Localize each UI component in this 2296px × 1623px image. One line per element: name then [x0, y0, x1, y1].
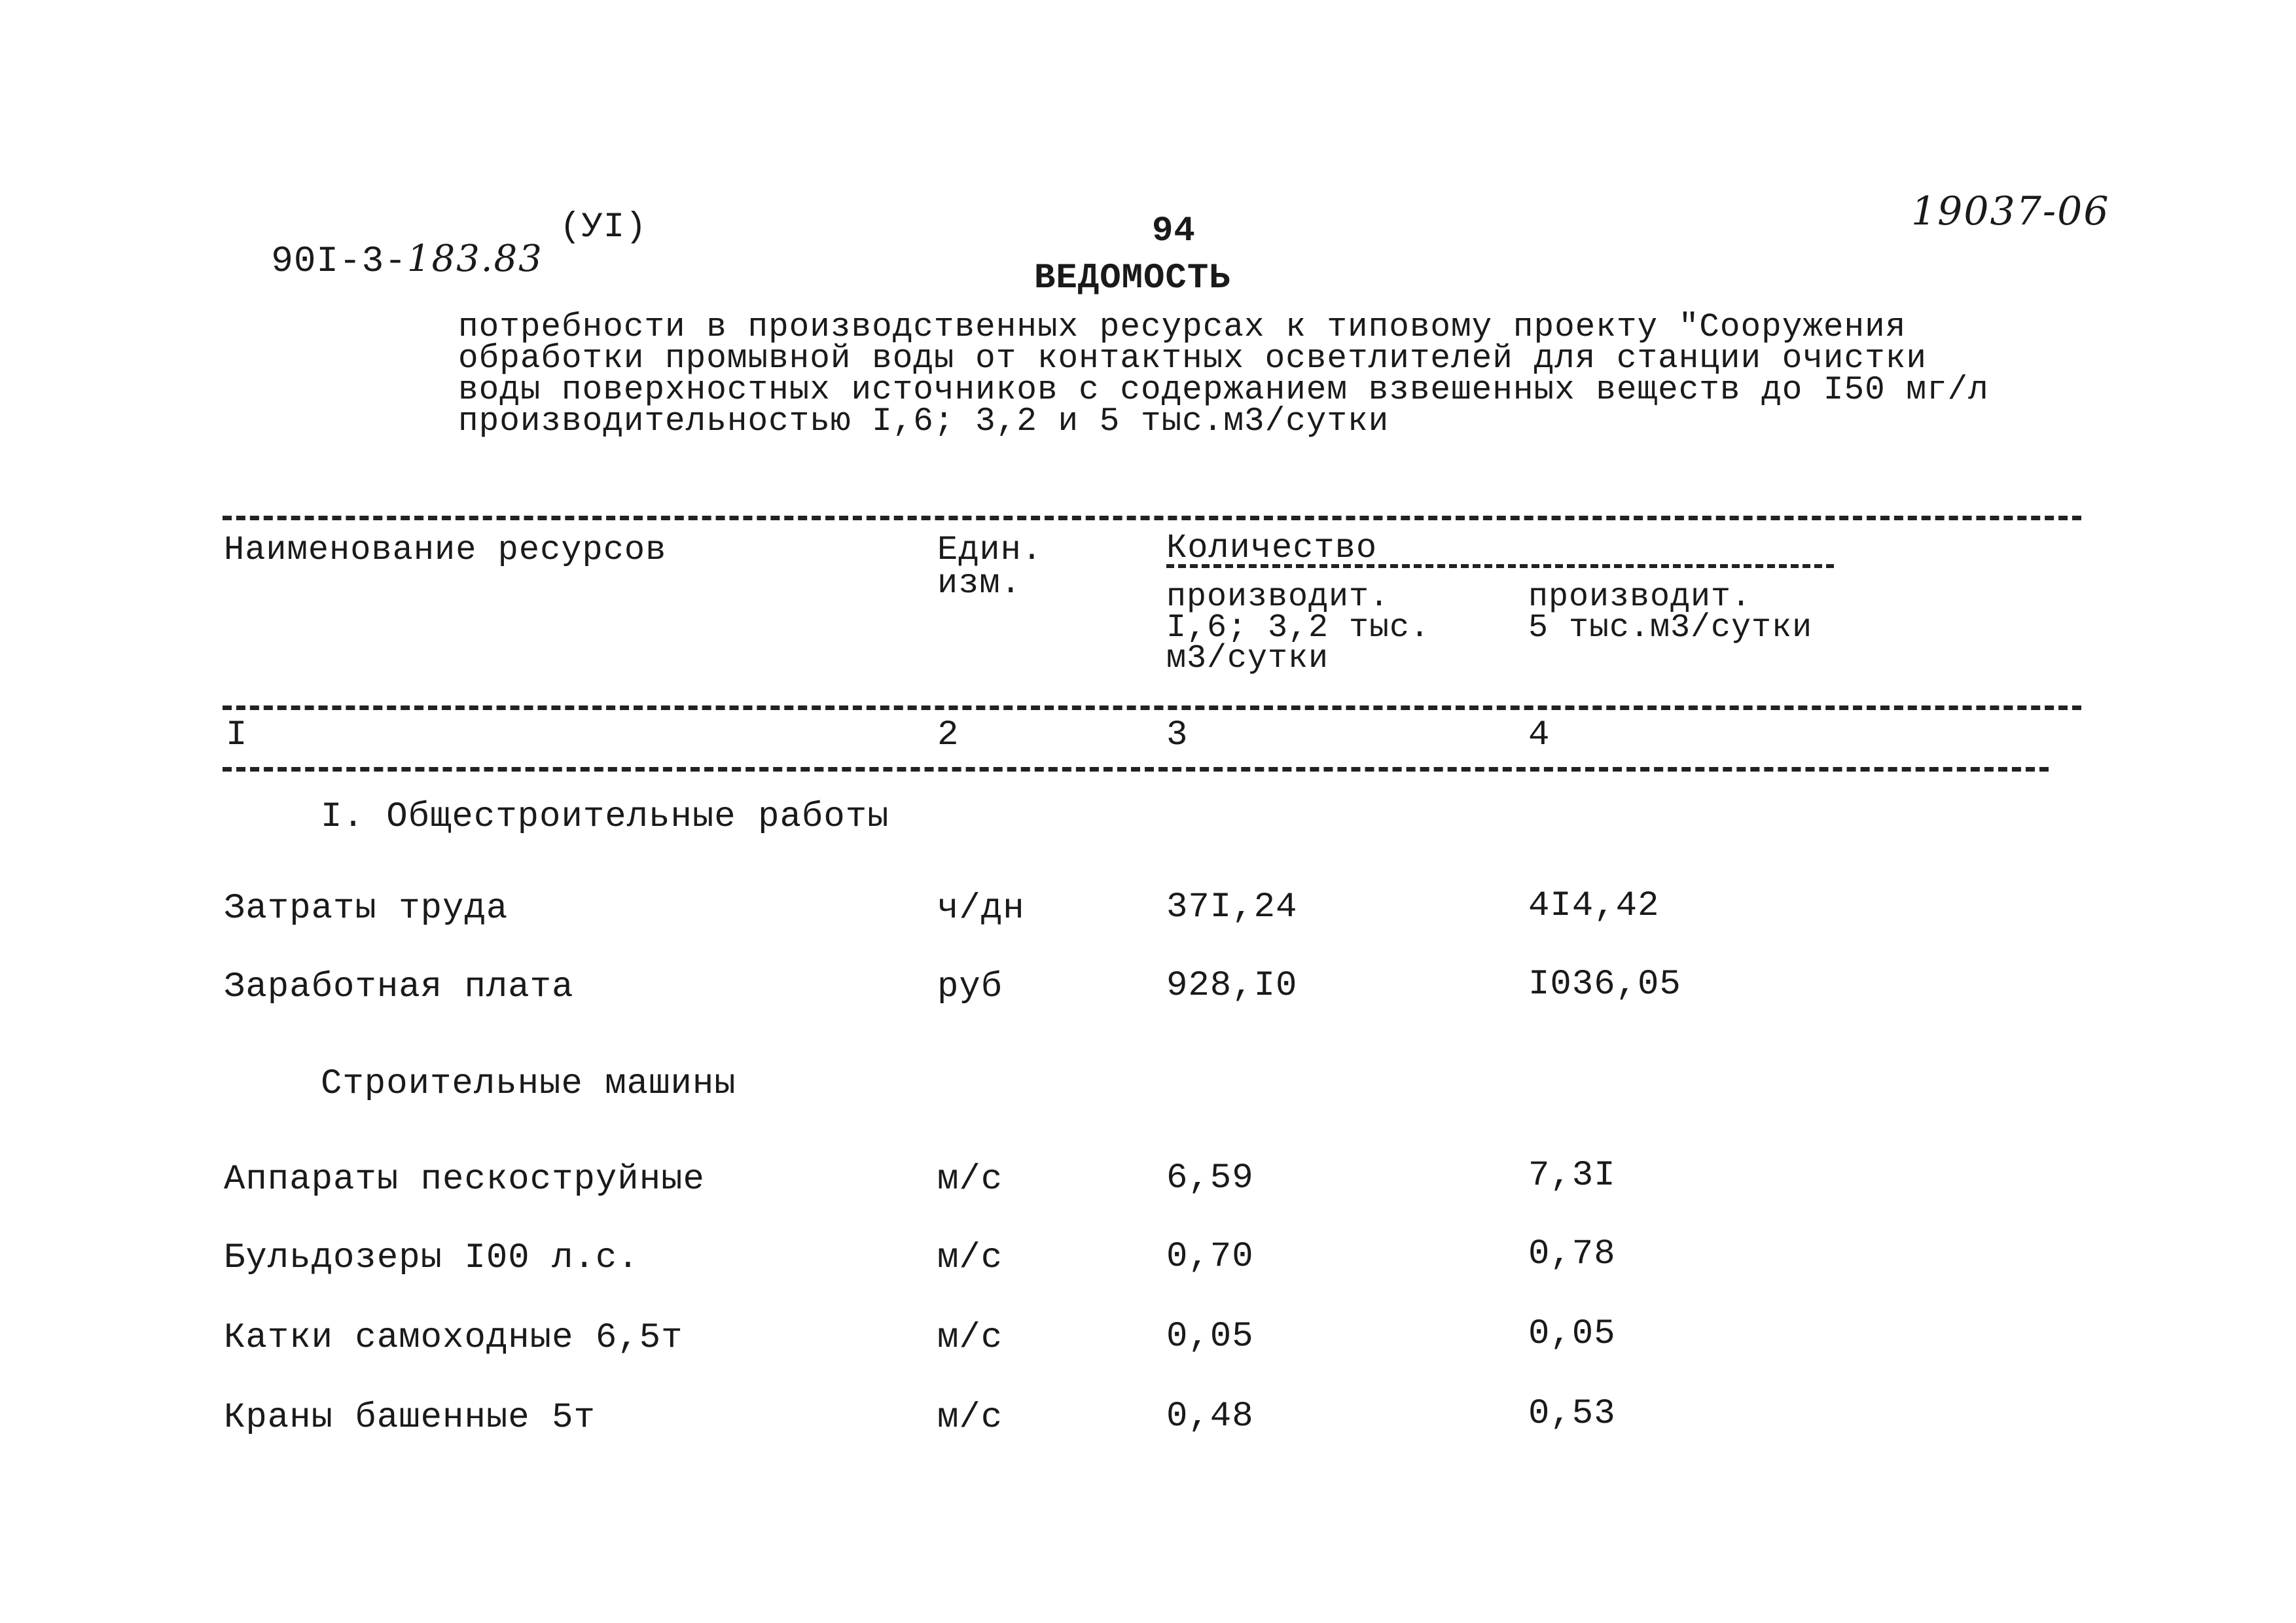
row-quantity-1: 0,05 — [1166, 1317, 1254, 1357]
table-header-bottom-rule — [223, 705, 2081, 710]
quantity-header-rule — [1166, 564, 1834, 568]
row-unit: м/с — [937, 1160, 1003, 1200]
title-line-4: производительностью I,6; 3,2 и 5 тыс.м3/сутки — [458, 403, 1390, 440]
column-header-q2-line1: производит. — [1528, 579, 1752, 616]
column-header-unit-line1: Един. — [937, 531, 1043, 569]
row-unit: м/с — [937, 1238, 1003, 1278]
row-unit: руб — [937, 967, 1003, 1007]
section-title-construction-machines: Строительные машины — [321, 1064, 736, 1104]
document-code — [226, 208, 543, 282]
page-number: 94 — [1152, 211, 1196, 251]
row-quantity-1: 37I,24 — [1166, 887, 1298, 927]
row-quantity-1: 0,70 — [1166, 1237, 1254, 1277]
row-quantity-2: 7,3I — [1528, 1156, 1616, 1196]
title-line-3: воды поверхностных источников с содержанием взвешенных веществ до I50 мг/л — [458, 372, 1989, 409]
volume-label: (УI) — [560, 207, 647, 247]
row-name: Заработная плата — [224, 967, 574, 1007]
row-name: Катки самоходные 6,5т — [224, 1318, 683, 1358]
document-code-handwritten: 183.83 — [406, 238, 543, 280]
column-number-2: 2 — [937, 715, 960, 755]
row-quantity-1: 0,48 — [1166, 1397, 1254, 1436]
title-line-2: обработки промывной воды от контактных осветлителей для станции очистки — [458, 340, 1927, 378]
row-name: Затраты труда — [224, 889, 509, 929]
row-quantity-1: 928,I0 — [1166, 966, 1298, 1006]
row-unit: м/с — [937, 1318, 1003, 1358]
table-top-rule — [223, 516, 2081, 520]
column-number-3: 3 — [1166, 715, 1189, 755]
column-number-4: 4 — [1528, 715, 1551, 755]
column-header-q2-line2: 5 тыс.м3/сутки — [1528, 609, 1813, 647]
document-code-printed: 90I-3- — [271, 240, 407, 282]
column-header-q1-line2: I,6; 3,2 тыс. — [1166, 609, 1431, 647]
row-quantity-1: 6,59 — [1166, 1158, 1254, 1198]
column-numbers-bottom-rule — [223, 767, 2049, 772]
row-quantity-2: I036,05 — [1528, 965, 1681, 1005]
column-header-q1-line1: производит. — [1166, 579, 1390, 616]
row-unit: м/с — [937, 1398, 1003, 1438]
column-header-quantity: Количество — [1166, 529, 1378, 567]
section-title-general-construction: I. Общестроительные работы — [321, 797, 889, 837]
document-heading: ВЕДОМОСТЬ — [1034, 259, 1231, 298]
title-line-1: потребности в производственных ресурсах к типовому проекту "Сооружения — [458, 309, 1907, 346]
column-header-name: Наименование ресурсов — [224, 531, 667, 569]
archive-number: 19037-06 — [1911, 188, 2110, 234]
row-name: Краны башенные 5т — [224, 1398, 596, 1438]
row-quantity-2: 0,78 — [1528, 1234, 1616, 1274]
column-number-1: I — [226, 715, 248, 755]
row-quantity-2: 0,53 — [1528, 1394, 1616, 1434]
row-unit: ч/дн — [937, 889, 1025, 929]
row-name: Аппараты пескоструйные — [224, 1160, 705, 1200]
column-header-q1-line3: м3/сутки — [1166, 640, 1329, 677]
row-quantity-2: 0,05 — [1528, 1314, 1616, 1354]
row-quantity-2: 4I4,42 — [1528, 886, 1660, 926]
row-name: Бульдозеры I00 л.с. — [224, 1238, 639, 1278]
column-header-unit-line2: изм. — [937, 564, 1022, 603]
